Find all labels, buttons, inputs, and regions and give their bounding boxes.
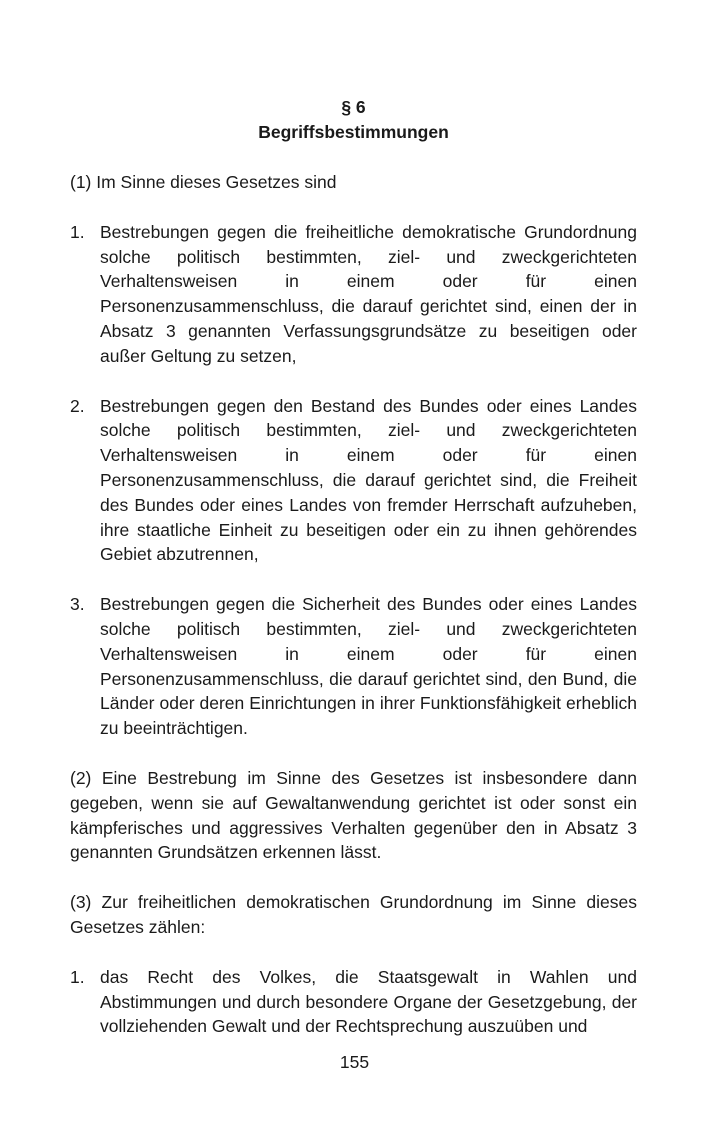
list-item-text: Bestrebungen gegen die Sicherheit des Bundes oder eines Landes solche politisch bestimmten, ziel- und zweckgerichteten Verhaltensweisen in einem oder für einen Personenzusammenschluss, die darauf gerichtet sind, den Bund, die Länder oder deren Einrichtungen in ihrer Funktionsfähigkeit erheblich zu beeinträchtigen. (100, 594, 637, 739)
paragraph-3: (3) Zur freiheitlichen demokratischen Grundordnung im Sinne dieses Gesetzes zählen: (70, 892, 637, 937)
spacer (70, 940, 637, 965)
section-number: § 6 (341, 97, 366, 117)
list-item-text: Bestrebungen gegen die freiheitliche demokratische Grundordnung solche politisch bestimmten, ziel- und zweckgerichteten Verhaltensweisen in einem oder für einen Personenzusammenschluss, die darauf gerichtet sind, einen der in Absatz 3 genannten Verfassungsgrundsätze zu beseitigen oder außer Geltung zu setzen, (100, 221, 637, 366)
document-page (70, 95, 637, 1039)
definitions-list (70, 220, 637, 741)
section-title: Begriffsbestimmungen (258, 122, 449, 142)
list-item-number: 3. (70, 594, 85, 615)
spacer (70, 567, 637, 592)
spacer (70, 741, 637, 766)
paragraph-2: (2) Eine Bestrebung im Sinne des Gesetzes ist insbesondere dann gegeben, wenn sie auf Gewaltanwendung gerichtet ist oder sonst ein kämpferisches und aggressives Verhalten gegenüber den in Absatz 3 genannten Grundsätzen erkennen lässt. (70, 767, 637, 863)
list-item-text: das Recht des Volkes, die Staatsgewalt in Wahlen und Abstimmungen und durch besondere Organe der Gesetzgebung, der vollziehenden Gewalt und der Rechtsprechung auszuüben und (100, 966, 637, 1037)
list-item (70, 394, 637, 568)
list-item (70, 965, 637, 1039)
list-item-number: 2. (70, 395, 85, 416)
principles-list (70, 965, 637, 1039)
list-item (70, 220, 637, 369)
list-item (70, 592, 637, 741)
intro-paragraph: (1) Im Sinne dieses Gesetzes sind (70, 172, 337, 192)
page-number: 155 (339, 1052, 370, 1072)
list-item-text: Bestrebungen gegen den Bestand des Bundes oder eines Landes solche politisch bestimmten, ziel- und zweckgerichteten Verhaltensweisen in einem oder für einen Personenzusammenschluss, die darauf gerichtet sind, die Freiheit des Bundes oder eines Landes von fremder Herrschaft aufzuheben, ihre staatliche Einheit zu beseitigen oder ein zu ihnen gehörendes Gebiet abzutrennen, (100, 395, 637, 565)
spacer (70, 195, 637, 220)
spacer (70, 865, 637, 890)
list-item-number: 1. (70, 966, 85, 987)
list-item-number: 1. (70, 221, 85, 242)
spacer (70, 369, 637, 394)
